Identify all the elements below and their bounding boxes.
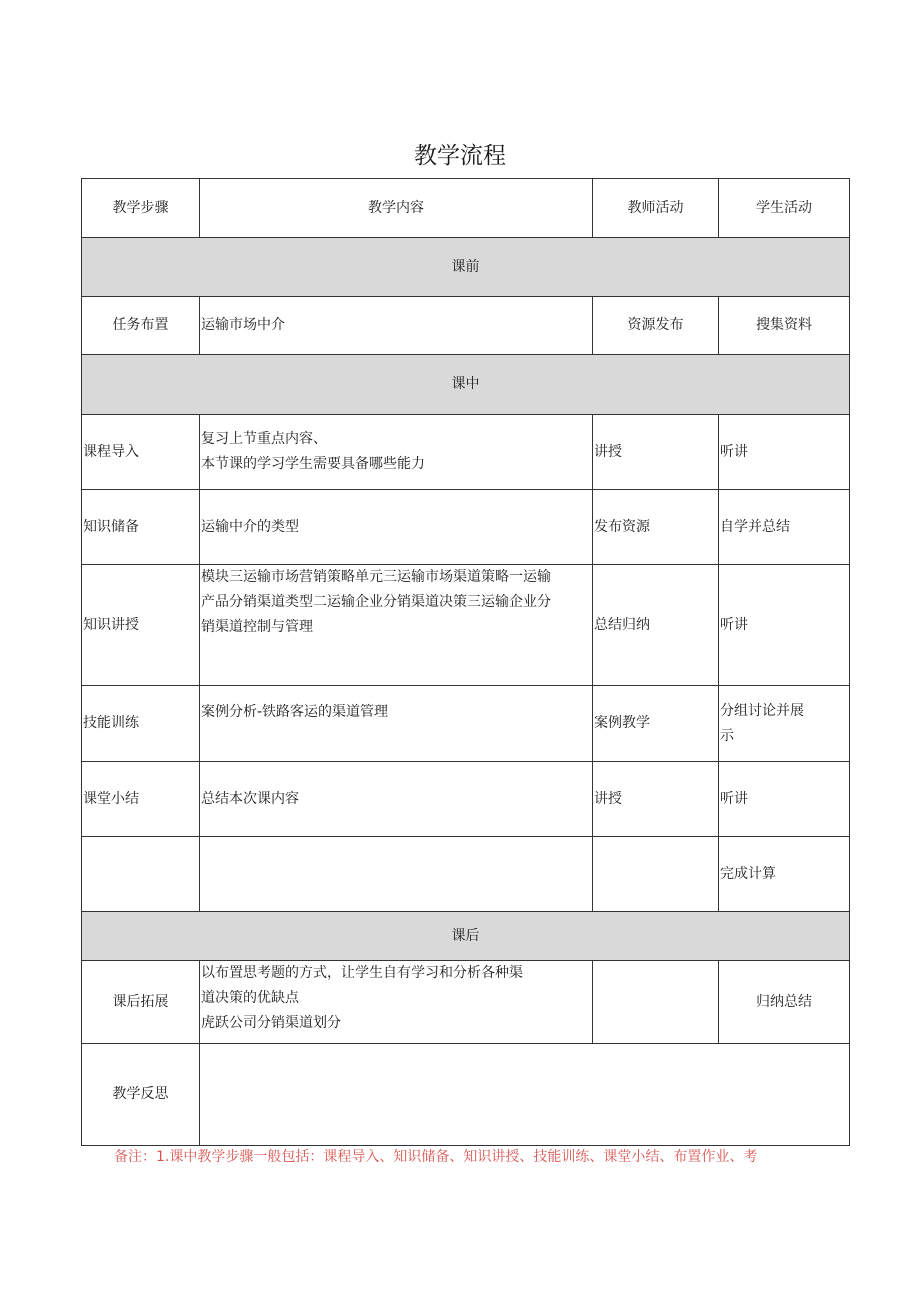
student-line: 分组讨论并展 — [720, 702, 804, 719]
page-title: 教学流程 — [414, 143, 506, 169]
row-student: 归纳总结 — [719, 961, 850, 1044]
header-teacher: 教师活动 — [593, 179, 719, 238]
row-content: 运输中介的类型 — [200, 490, 593, 565]
table-row — [82, 837, 850, 912]
header-content: 教学内容 — [200, 179, 593, 238]
row-step: 任务布置 — [82, 297, 200, 355]
section-after: 课后 — [82, 912, 850, 961]
student-line: 示 — [720, 727, 734, 744]
row-content — [200, 415, 593, 490]
row-step: 知识讲授 — [82, 565, 200, 686]
footnote: 备注：1.课中教学步骤一般包括：课程导入、知识储备、知识讲授、技能训练、课堂小结、布置作业、考 — [114, 1149, 758, 1165]
row-content — [200, 961, 593, 1044]
table-row — [82, 415, 850, 490]
content-line: 虎跃公司分销渠道划分 — [201, 1015, 341, 1031]
content-line: 本节课的学习学生需要具备哪些能力 — [201, 456, 425, 472]
section-row-before — [82, 238, 850, 297]
section-during: 课中 — [82, 355, 850, 415]
header-step: 教学步骤 — [82, 179, 200, 238]
section-row-after — [82, 912, 850, 961]
row-content: 案例分析-铁路客运的渠道管理 — [200, 686, 593, 762]
row-content: 总结本次课内容 — [200, 762, 593, 837]
table-row — [82, 961, 850, 1044]
row-student: 听讲 — [719, 415, 850, 490]
row-student: 搜集资料 — [719, 297, 850, 355]
reflection-content — [200, 1044, 850, 1146]
row-step — [82, 837, 200, 912]
row-student: 自学并总结 — [719, 490, 850, 565]
row-teacher: 讲授 — [593, 415, 719, 490]
content-line: 道决策的优缺点 — [201, 990, 299, 1006]
table-row — [82, 686, 850, 762]
content-line: 以布置思考题的方式，让学生自有学习和分析各种渠 — [201, 965, 523, 981]
row-teacher — [593, 837, 719, 912]
row-step: 课后拓展 — [82, 961, 200, 1044]
row-teacher: 案例教学 — [593, 686, 719, 762]
row-teacher: 总结归纳 — [593, 565, 719, 686]
row-content — [200, 837, 593, 912]
row-step: 课堂小结 — [82, 762, 200, 837]
header-student: 学生活动 — [719, 179, 850, 238]
table-row — [82, 490, 850, 565]
section-before: 课前 — [82, 238, 850, 297]
row-teacher: 发布资源 — [593, 490, 719, 565]
row-step: 课程导入 — [82, 415, 200, 490]
content-line: 复习上节重点内容、 — [201, 431, 327, 447]
row-content — [200, 565, 593, 686]
row-teacher: 讲授 — [593, 762, 719, 837]
row-teacher — [593, 961, 719, 1044]
row-step: 技能训练 — [82, 686, 200, 762]
table-row — [82, 1044, 850, 1146]
row-teacher: 资源发布 — [593, 297, 719, 355]
table-row — [82, 297, 850, 355]
header-row — [82, 179, 850, 238]
row-step: 知识储备 — [82, 490, 200, 565]
section-row-during — [82, 355, 850, 415]
content-line: 模块三运输市场营销策略单元三运输市场渠道策略一运输 — [201, 569, 551, 585]
row-student: 听讲 — [719, 565, 850, 686]
row-content: 运输市场中介 — [200, 297, 593, 355]
row-student: 完成计算 — [719, 837, 850, 912]
content-line: 销渠道控制与管理 — [201, 619, 313, 635]
content-line: 产品分销渠道类型二运输企业分销渠道决策三运输企业分 — [201, 594, 551, 610]
row-student — [719, 686, 850, 762]
table-row — [82, 565, 850, 686]
table-row — [82, 762, 850, 837]
teaching-flow-table — [81, 178, 850, 1146]
row-step: 教学反思 — [82, 1044, 200, 1146]
row-student: 听讲 — [719, 762, 850, 837]
